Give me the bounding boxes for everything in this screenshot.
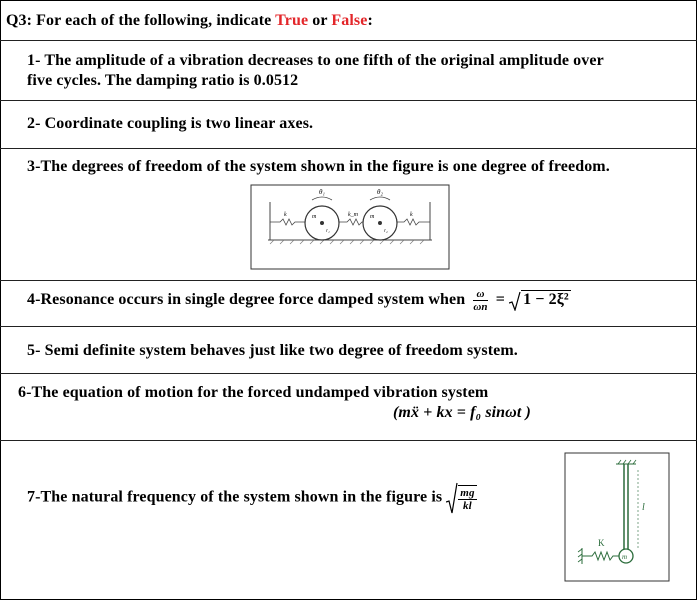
divider <box>0 440 697 441</box>
disk-2-center <box>378 221 382 225</box>
divider <box>0 40 697 41</box>
heading-false-word: False <box>331 12 368 29</box>
question-4 <box>27 288 571 313</box>
equals-sign: = <box>495 291 505 309</box>
r1-label: r₁ <box>326 229 330 234</box>
divider <box>0 100 697 101</box>
question-7-text: 7-The natural frequency of the system shown in the figure is <box>27 488 443 506</box>
mg-numerator: mg <box>460 486 475 499</box>
pendulum-spring-figure <box>564 452 670 582</box>
sqrt-symbol-icon <box>446 482 458 514</box>
r2-label: r₂ <box>384 229 388 234</box>
question-3: 3-The degrees of freedom of the system shown in the figure is one degree of freedom. <box>27 158 610 175</box>
question-7 <box>27 482 477 514</box>
m1-label: m <box>312 214 317 220</box>
question-2: 2- Coordinate coupling is two linear axes. <box>27 115 314 132</box>
disk-1-center <box>320 221 324 225</box>
heading-prefix: Q3: For each of the following, indicate <box>6 12 276 29</box>
sqrt-expression <box>509 291 571 311</box>
theta1-label: θ₁ <box>319 188 325 196</box>
divider <box>0 280 697 281</box>
figure-1-border <box>251 185 449 269</box>
natural-frequency-sqrt <box>446 482 476 514</box>
k-mid-label: k_m <box>348 212 358 218</box>
m-label: m <box>622 553 628 561</box>
divider <box>0 148 697 149</box>
heading-suffix: : <box>367 12 373 29</box>
heading-true-word: True <box>275 12 309 29</box>
question-heading <box>6 12 373 30</box>
two-disk-system-figure <box>250 184 450 270</box>
k-right-label: k <box>410 212 413 218</box>
theta2-label: θ₂ <box>377 188 383 196</box>
question-5: 5- Semi definite system behaves just like two degree of freedom system. <box>27 342 518 359</box>
divider <box>0 373 697 374</box>
question-6-equation: (mẍ + kx = f₀ sinωt ) <box>393 404 531 421</box>
question-6-line-1: 6-The equation of motion for the forced undamped vibration system <box>18 384 489 401</box>
sqrt-radicand: 1 − 2ξ² <box>523 291 569 309</box>
figure-2-border <box>565 453 669 581</box>
l-label: l <box>642 502 645 513</box>
question-1-line-1: 1- The amplitude of a vibration decreases to one fifth of the original amplitude over <box>27 52 604 69</box>
k-label: K <box>598 538 605 548</box>
k-left-label: k <box>284 212 287 218</box>
omega-denominator: ωn <box>473 301 488 313</box>
kl-denominator: kl <box>463 499 472 512</box>
heading-or-word: or <box>308 12 332 29</box>
divider <box>0 326 697 327</box>
omega-numerator: ω <box>473 288 487 301</box>
question-1-line-2: five cycles. The damping ratio is 0.0512 <box>27 72 299 89</box>
m2-label: m <box>370 214 375 220</box>
question-4-text: 4-Resonance occurs in single degree force damped system when <box>27 291 466 309</box>
omega-ratio <box>473 288 487 313</box>
sqrt-symbol-icon <box>509 291 521 311</box>
mg-over-kl <box>458 485 476 512</box>
